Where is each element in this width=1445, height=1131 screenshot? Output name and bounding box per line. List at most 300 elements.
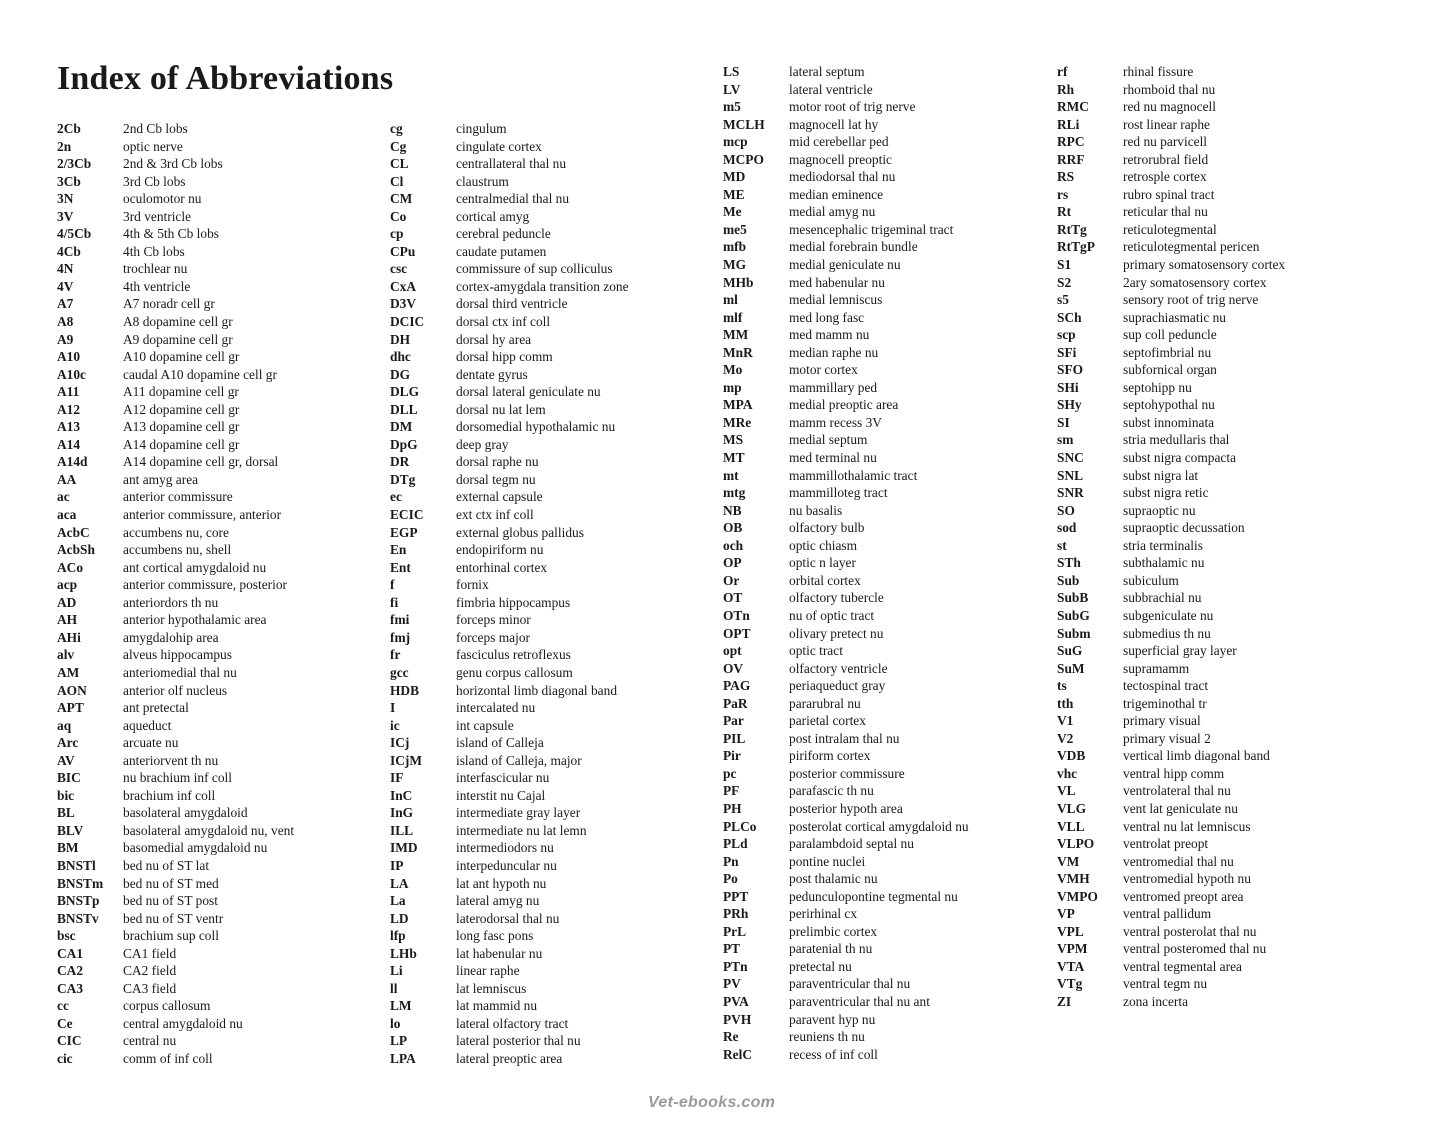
abbreviation-entry	[57, 857, 377, 875]
abbreviation-code: VPM	[1057, 941, 1088, 957]
abbreviation-code: OV	[723, 660, 744, 676]
abbreviation-code: ll	[390, 980, 398, 996]
abbreviation-term: anterior olf nucleus	[123, 682, 228, 698]
abbreviation-entry	[1057, 116, 1377, 134]
abbreviation-entry	[57, 980, 377, 998]
abbreviation-term: ventral posterolat thal nu	[1123, 923, 1257, 939]
abbreviation-code: aca	[57, 507, 77, 523]
abbreviation-code: DLL	[390, 401, 418, 417]
abbreviation-term: rhomboid thal nu	[1123, 81, 1216, 97]
abbreviation-term: A14 dopamine cell gr	[123, 436, 240, 452]
abbreviation-entry	[723, 677, 1043, 695]
abbreviation-entry	[723, 1028, 1043, 1046]
abbreviation-entry	[57, 594, 377, 612]
abbreviation-entry	[390, 927, 710, 945]
abbreviation-code: I	[390, 700, 396, 716]
abbreviation-code: BNSTv	[57, 910, 99, 926]
abbreviation-code: och	[723, 537, 744, 553]
abbreviation-entry	[1057, 133, 1377, 151]
abbreviation-code: DCIC	[390, 314, 425, 330]
abbreviation-code: ACo	[57, 559, 84, 575]
abbreviation-code: SHi	[1057, 379, 1079, 395]
abbreviation-entry	[723, 730, 1043, 748]
abbreviation-code: AD	[57, 594, 77, 610]
abbreviation-entry	[723, 782, 1043, 800]
abbreviation-code: Co	[390, 208, 407, 224]
abbreviation-entry	[57, 962, 377, 980]
abbreviation-term: medial amyg nu	[789, 204, 876, 220]
abbreviation-code: A14	[57, 436, 81, 452]
abbreviation-code: 4V	[57, 278, 74, 294]
abbreviation-entry	[57, 699, 377, 717]
abbreviation-term: cingulate cortex	[456, 138, 542, 154]
abbreviation-code: 2/3Cb	[57, 156, 92, 172]
abbreviation-term: magnocell preoptic	[789, 151, 892, 167]
abbreviation-code: ME	[723, 186, 745, 202]
abbreviation-entry	[57, 910, 377, 928]
abbreviation-code: fmi	[390, 612, 410, 628]
abbreviation-term: anterior hypothalamic area	[123, 612, 267, 628]
abbreviation-entry	[57, 717, 377, 735]
abbreviation-code: MHb	[723, 274, 754, 290]
abbreviation-entry	[390, 594, 710, 612]
abbreviation-term: nu basalis	[789, 502, 843, 518]
abbreviation-entry	[723, 607, 1043, 625]
abbreviation-term: tectospinal tract	[1123, 678, 1209, 694]
abbreviation-term: A12 dopamine cell gr	[123, 401, 240, 417]
abbreviation-entry	[390, 576, 710, 594]
abbreviation-term: medial septum	[789, 432, 868, 448]
abbreviation-entry	[390, 1050, 710, 1068]
abbreviation-term: mammilloteg tract	[789, 485, 888, 501]
abbreviation-entry	[57, 945, 377, 963]
abbreviation-code: OB	[723, 520, 743, 536]
abbreviation-entry	[1057, 344, 1377, 362]
abbreviation-code: BNSTl	[57, 857, 96, 873]
abbreviation-entry	[390, 453, 710, 471]
abbreviation-term: anteriordors th nu	[123, 594, 219, 610]
abbreviation-term: medial preoptic area	[789, 397, 899, 413]
abbreviation-entry	[723, 940, 1043, 958]
abbreviation-term: arcuate nu	[123, 735, 179, 751]
abbreviation-term: dentate gyrus	[456, 366, 528, 382]
abbreviation-entry	[57, 1050, 377, 1068]
abbreviation-term: 4th & 5th Cb lobs	[123, 226, 219, 242]
abbreviation-term: olfactory bulb	[789, 520, 865, 536]
abbreviation-term: reticular thal nu	[1123, 204, 1208, 220]
abbreviation-term: anterior commissure, posterior	[123, 577, 287, 593]
abbreviation-code: A13	[57, 419, 81, 435]
abbreviation-entry	[1057, 782, 1377, 800]
abbreviation-term: med terminal nu	[789, 450, 877, 466]
abbreviation-entry	[1057, 431, 1377, 449]
abbreviation-entry	[723, 221, 1043, 239]
watermark-logo: Vet-ebooks.com	[648, 1094, 776, 1111]
abbreviation-entry	[57, 541, 377, 559]
abbreviation-code: LD	[390, 910, 409, 926]
abbreviation-code: aq	[57, 717, 72, 733]
abbreviation-term: intercalated nu	[456, 700, 536, 716]
abbreviation-code: sm	[1057, 432, 1074, 448]
abbreviation-code: SCh	[1057, 309, 1082, 325]
abbreviation-entry	[723, 98, 1043, 116]
abbreviation-entry	[723, 1046, 1043, 1064]
abbreviation-code: 4Cb	[57, 243, 81, 259]
abbreviation-code: AA	[57, 471, 77, 487]
abbreviation-entry	[390, 962, 710, 980]
abbreviation-code: LM	[390, 998, 412, 1014]
abbreviation-code: SuG	[1057, 643, 1083, 659]
abbreviation-code: 2Cb	[57, 121, 81, 136]
abbreviation-entry	[390, 1032, 710, 1050]
abbreviation-entry	[390, 436, 710, 454]
abbreviation-code: acp	[57, 577, 78, 593]
abbreviation-term: piriform cortex	[789, 748, 871, 764]
abbreviation-code: VPL	[1057, 923, 1084, 939]
abbreviation-code: AH	[57, 612, 78, 628]
abbreviation-code: MnR	[723, 344, 753, 360]
abbreviation-term: subst nigra compacta	[1123, 450, 1237, 466]
abbreviation-term: horizontal limb diagonal band	[456, 682, 618, 698]
abbreviation-term: island of Calleja	[456, 735, 544, 751]
abbreviation-code: VLL	[1057, 818, 1085, 834]
abbreviation-code: MD	[723, 169, 746, 185]
abbreviation-term: stria medullaris thal	[1123, 432, 1230, 448]
abbreviation-term: accumbens nu, shell	[123, 542, 232, 558]
abbreviation-entry	[390, 278, 710, 296]
abbreviation-term: optic tract	[789, 643, 843, 659]
abbreviation-entry	[723, 116, 1043, 134]
abbreviation-entry	[1057, 396, 1377, 414]
abbreviation-term: ventral posteromed thal nu	[1123, 941, 1267, 957]
abbreviation-entry	[1057, 467, 1377, 485]
abbreviation-code: cg	[390, 121, 403, 136]
abbreviation-term: orbital cortex	[789, 572, 861, 588]
abbreviation-code: DTg	[390, 471, 416, 487]
abbreviation-code: PTn	[723, 958, 748, 974]
abbreviation-code: VL	[1057, 783, 1076, 799]
abbreviation-entry	[723, 467, 1043, 485]
abbreviation-entry	[1057, 958, 1377, 976]
abbreviation-code: SNR	[1057, 485, 1084, 501]
abbreviation-term: oculomotor nu	[123, 191, 202, 207]
abbreviation-term: mid cerebellar ped	[789, 134, 889, 150]
abbreviation-entry	[390, 348, 710, 366]
abbreviation-code: mtg	[723, 485, 746, 501]
abbreviation-entry	[390, 769, 710, 787]
abbreviation-entry	[390, 295, 710, 313]
abbreviation-term: olfactory ventricle	[789, 660, 888, 676]
abbreviation-term: nu brachium inf coll	[123, 770, 232, 786]
abbreviation-column-1	[57, 120, 377, 1068]
abbreviation-term: subst innominata	[1123, 414, 1215, 430]
abbreviation-code: bsc	[57, 928, 76, 944]
abbreviation-code: MRe	[723, 414, 752, 430]
abbreviation-code: AV	[57, 752, 75, 768]
abbreviation-entry	[390, 120, 710, 138]
abbreviation-entry	[1057, 203, 1377, 221]
abbreviation-entry	[723, 361, 1043, 379]
abbreviation-code: Li	[390, 963, 403, 979]
abbreviation-term: 4th ventricle	[123, 278, 191, 294]
abbreviation-code: BNSTm	[57, 875, 104, 891]
abbreviation-term: anterior commissure, anterior	[123, 507, 282, 523]
abbreviation-entry	[1057, 607, 1377, 625]
abbreviation-term: centrallateral thal nu	[456, 156, 567, 172]
abbreviation-entry	[723, 344, 1043, 362]
abbreviation-term: centralmedial thal nu	[456, 191, 570, 207]
abbreviation-code: cc	[57, 998, 69, 1014]
abbreviation-code: SI	[1057, 414, 1070, 430]
abbreviation-term: fornix	[456, 577, 489, 593]
abbreviation-entry	[390, 734, 710, 752]
abbreviation-term: vent lat geniculate nu	[1123, 800, 1238, 816]
abbreviation-term: superficial gray layer	[1123, 643, 1237, 659]
abbreviation-entry	[723, 1011, 1043, 1029]
abbreviation-code: SubG	[1057, 607, 1090, 623]
abbreviation-code: OPT	[723, 625, 751, 641]
abbreviation-term: subfornical organ	[1123, 362, 1217, 378]
abbreviation-entry	[723, 502, 1043, 520]
abbreviation-entry	[57, 436, 377, 454]
abbreviation-entry	[390, 471, 710, 489]
abbreviation-term: external globus pallidus	[456, 524, 584, 540]
abbreviation-code: 3Cb	[57, 173, 81, 189]
abbreviation-entry	[390, 875, 710, 893]
abbreviation-term: dorsal hy area	[456, 331, 532, 347]
abbreviation-term: optic n layer	[789, 555, 856, 571]
abbreviation-code: OT	[723, 590, 743, 606]
abbreviation-entry	[390, 910, 710, 928]
abbreviation-code: A10	[57, 349, 81, 365]
abbreviation-entry	[57, 418, 377, 436]
abbreviation-code: fi	[390, 594, 399, 610]
abbreviation-entry	[1057, 361, 1377, 379]
abbreviation-code: ac	[57, 489, 70, 505]
abbreviation-entry	[390, 418, 710, 436]
abbreviation-term: entorhinal cortex	[456, 559, 548, 575]
abbreviation-entry	[57, 646, 377, 664]
abbreviation-term: central nu	[123, 1033, 177, 1049]
abbreviation-entry	[57, 348, 377, 366]
abbreviation-term: cingulum	[456, 121, 507, 136]
abbreviation-code: Re	[723, 1029, 739, 1045]
abbreviation-entry	[57, 769, 377, 787]
abbreviation-entry	[723, 975, 1043, 993]
abbreviation-code: Rh	[1057, 81, 1075, 97]
abbreviation-code: PAG	[723, 678, 751, 694]
abbreviation-code: A8	[57, 314, 74, 330]
abbreviation-term: pretectal nu	[789, 958, 852, 974]
abbreviation-code: VMH	[1057, 871, 1090, 887]
abbreviation-code: BNSTp	[57, 893, 100, 909]
abbreviation-term: dorsal lateral geniculate nu	[456, 384, 601, 400]
abbreviation-code: BM	[57, 840, 79, 856]
abbreviation-code: sod	[1057, 520, 1077, 536]
abbreviation-code: mlf	[723, 309, 743, 325]
abbreviation-code: SHy	[1057, 397, 1082, 413]
abbreviation-term: posterolat cortical amygdaloid nu	[789, 818, 969, 834]
abbreviation-code: RtTgP	[1057, 239, 1095, 255]
abbreviation-code: Arc	[57, 735, 79, 751]
abbreviation-entry	[57, 524, 377, 542]
abbreviation-code: fmj	[390, 629, 411, 645]
abbreviation-code: Me	[723, 204, 742, 220]
abbreviation-entry	[1057, 625, 1377, 643]
abbreviation-term: paralambdoid septal nu	[789, 836, 914, 852]
abbreviation-code: MS	[723, 432, 744, 448]
abbreviation-term: supraoptic decussation	[1123, 520, 1245, 536]
abbreviation-entry	[1057, 730, 1377, 748]
abbreviation-entry	[1057, 519, 1377, 537]
abbreviation-code: CL	[390, 156, 409, 172]
abbreviation-entry	[390, 787, 710, 805]
abbreviation-term: supramamm	[1123, 660, 1190, 676]
abbreviation-code: LPA	[390, 1050, 416, 1066]
abbreviation-code: A14d	[57, 454, 88, 470]
abbreviation-entry	[1057, 168, 1377, 186]
abbreviation-entry	[390, 611, 710, 629]
abbreviation-entry	[1057, 818, 1377, 836]
abbreviation-entry	[390, 541, 710, 559]
abbreviation-code: f	[390, 577, 395, 593]
abbreviation-term: vertical limb diagonal band	[1123, 748, 1270, 764]
abbreviation-code: La	[390, 893, 406, 909]
abbreviation-term: 2nd & 3rd Cb lobs	[123, 156, 223, 172]
abbreviation-code: VLG	[1057, 800, 1087, 816]
abbreviation-code: D3V	[390, 296, 417, 312]
abbreviation-entry	[57, 366, 377, 384]
abbreviation-term: recess of inf coll	[789, 1046, 878, 1062]
abbreviation-term: brachium inf coll	[123, 787, 216, 803]
abbreviation-code: VMPO	[1057, 888, 1098, 904]
abbreviation-code: PF	[723, 783, 740, 799]
abbreviation-code: Mo	[723, 362, 743, 378]
abbreviation-code: 2n	[57, 138, 72, 154]
abbreviation-term: basolateral amygdaloid nu, vent	[123, 822, 295, 838]
abbreviation-entry	[390, 260, 710, 278]
abbreviation-entry	[723, 274, 1043, 292]
abbreviation-entry	[390, 980, 710, 998]
abbreviation-term: anteriomedial thal nu	[123, 664, 237, 680]
abbreviation-term: ventral tegmental area	[1123, 958, 1242, 974]
abbreviation-entry	[390, 1015, 710, 1033]
abbreviation-term: mediodorsal thal nu	[789, 169, 896, 185]
abbreviation-code: tth	[1057, 695, 1074, 711]
abbreviation-entry	[390, 682, 710, 700]
abbreviation-code: PVH	[723, 1011, 752, 1027]
abbreviation-term: alveus hippocampus	[123, 647, 232, 663]
abbreviation-entry	[1057, 888, 1377, 906]
abbreviation-term: medial forebrain bundle	[789, 239, 918, 255]
abbreviation-code: dhc	[390, 349, 411, 365]
abbreviation-term: parafascic th nu	[789, 783, 874, 799]
abbreviation-code: OP	[723, 555, 742, 571]
abbreviation-code: AON	[57, 682, 87, 698]
abbreviation-entry	[1057, 379, 1377, 397]
abbreviation-entry	[723, 256, 1043, 274]
abbreviation-code: OTn	[723, 607, 750, 623]
abbreviation-term: septofimbrial nu	[1123, 344, 1212, 360]
abbreviation-code: st	[1057, 537, 1067, 553]
abbreviation-code: RS	[1057, 169, 1075, 185]
abbreviation-entry	[1057, 274, 1377, 292]
abbreviation-code: CA2	[57, 963, 84, 979]
abbreviation-term: ventral tegm nu	[1123, 976, 1208, 992]
abbreviation-code: MG	[723, 257, 747, 273]
abbreviation-code: MPA	[723, 397, 753, 413]
abbreviation-term: amygdalohip area	[123, 629, 219, 645]
abbreviation-code: SFO	[1057, 362, 1084, 378]
abbreviation-term: genu corpus callosum	[456, 664, 573, 680]
abbreviation-code: Cl	[390, 173, 404, 189]
abbreviation-term: ventromedial hypoth nu	[1123, 871, 1251, 887]
abbreviation-term: medial lemniscus	[789, 292, 883, 308]
abbreviation-code: V1	[1057, 713, 1074, 729]
abbreviation-entry	[1057, 81, 1377, 99]
abbreviation-term: subgeniculate nu	[1123, 607, 1214, 623]
abbreviation-term: subiculum	[1123, 572, 1179, 588]
abbreviation-term: brachium sup coll	[123, 928, 219, 944]
abbreviation-code: AHi	[57, 629, 81, 645]
abbreviation-entry	[57, 664, 377, 682]
abbreviation-term: periaqueduct gray	[789, 678, 886, 694]
abbreviation-code: cic	[57, 1050, 73, 1066]
abbreviation-entry	[723, 870, 1043, 888]
abbreviation-code: Cg	[390, 138, 407, 154]
abbreviation-term: linear raphe	[456, 963, 520, 979]
abbreviation-term: lat lemniscus	[456, 980, 527, 996]
abbreviation-code: DLG	[390, 384, 420, 400]
abbreviation-term: cortex-amygdala transition zone	[456, 278, 629, 294]
abbreviation-entry	[390, 559, 710, 577]
abbreviation-term: medial geniculate nu	[789, 257, 901, 273]
abbreviation-code: En	[390, 542, 407, 558]
abbreviation-entry	[57, 734, 377, 752]
abbreviation-term: subst nigra lat	[1123, 467, 1199, 483]
abbreviation-term: septohypothal nu	[1123, 397, 1215, 413]
abbreviation-term: lat ant hypoth nu	[456, 875, 547, 891]
abbreviation-code: AcbSh	[57, 542, 95, 558]
abbreviation-entry	[57, 243, 377, 261]
abbreviation-term: commissure of sup colliculus	[456, 261, 613, 277]
abbreviation-term: cerebral peduncle	[456, 226, 551, 242]
abbreviation-code: IF	[390, 770, 404, 786]
abbreviation-code: lo	[390, 1015, 401, 1031]
abbreviation-entry	[57, 260, 377, 278]
abbreviation-entry	[723, 291, 1043, 309]
abbreviation-term: submedius th nu	[1123, 625, 1211, 641]
abbreviation-entry	[1057, 186, 1377, 204]
abbreviation-entry	[723, 642, 1043, 660]
abbreviation-entry	[1057, 712, 1377, 730]
abbreviation-term: fasciculus retroflexus	[456, 647, 571, 663]
abbreviation-entry	[723, 431, 1043, 449]
abbreviation-term: ant pretectal	[123, 700, 189, 716]
abbreviation-code: Rt	[1057, 204, 1072, 220]
abbreviation-code: pc	[723, 765, 737, 781]
abbreviation-entry	[723, 326, 1043, 344]
abbreviation-code: PV	[723, 976, 741, 992]
abbreviation-code: BLV	[57, 822, 84, 838]
abbreviation-entry	[390, 366, 710, 384]
abbreviation-term: retrosple cortex	[1123, 169, 1207, 185]
abbreviation-term: pedunculopontine tegmental nu	[789, 888, 958, 904]
abbreviation-term: aqueduct	[123, 717, 172, 733]
abbreviation-term: mammillothalamic tract	[789, 467, 918, 483]
abbreviation-entry	[1057, 98, 1377, 116]
abbreviation-entry	[390, 208, 710, 226]
